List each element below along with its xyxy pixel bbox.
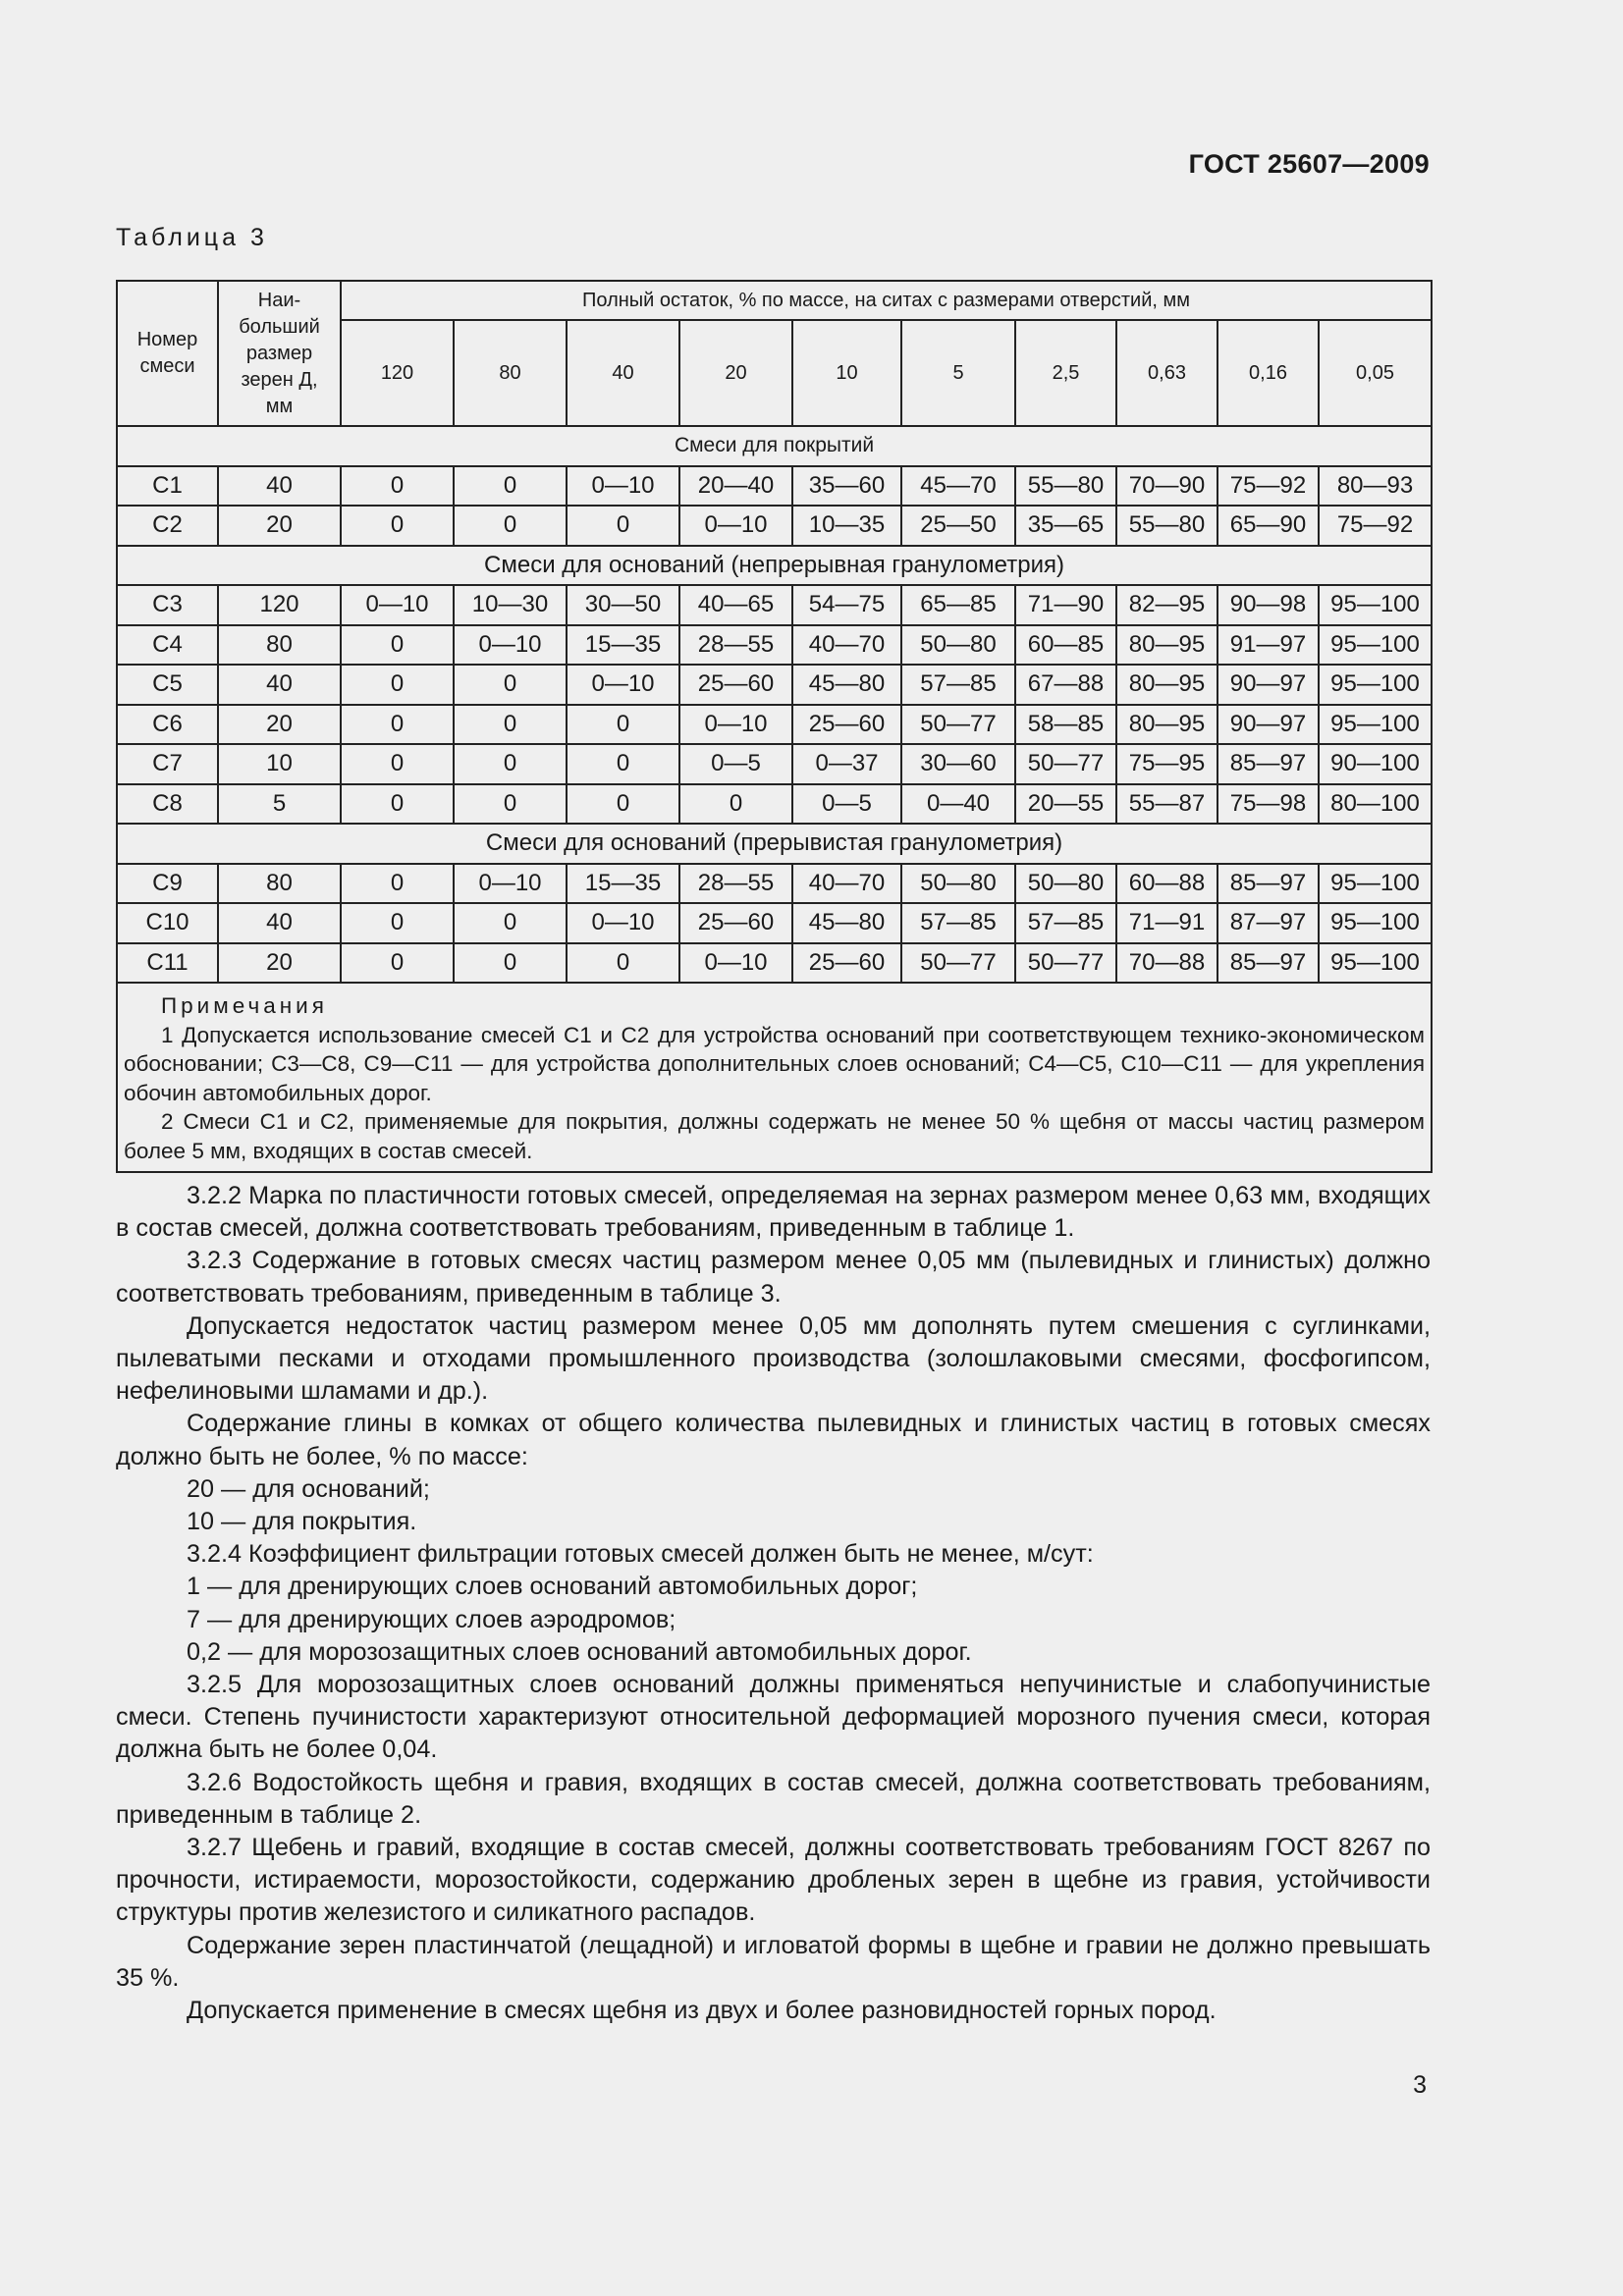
residue-cell: 58—85	[1015, 705, 1116, 745]
table-row	[117, 705, 1432, 745]
residue-cell: 85—97	[1217, 864, 1319, 904]
residue-cell: 90—100	[1319, 744, 1432, 784]
body-paragraph: 0,2 — для морозозащитных слоев оснований автомобильных дорог.	[187, 1637, 972, 1666]
sieve-size-header: 20	[679, 320, 792, 426]
residue-cell: 0	[341, 903, 454, 943]
residue-cell: 85—97	[1217, 744, 1319, 784]
residue-cell: 0—5	[792, 784, 901, 825]
residue-cell: 45—80	[792, 665, 901, 705]
residue-cell: 40—70	[792, 625, 901, 666]
residue-cell: 0—10	[679, 705, 792, 745]
residue-cell: 0—37	[792, 744, 901, 784]
residue-cell: 50—77	[1015, 744, 1116, 784]
sieve-size-header: 80	[454, 320, 567, 426]
body-paragraph: Содержание зерен пластинчатой (лещадной) и игловатой формы в щебне и гравии не должно превышать 35 %.	[116, 1931, 1431, 1992]
max-grain-size-cell: 40	[218, 903, 341, 943]
max-grain-size-cell: 40	[218, 466, 341, 507]
notes-title: Примечания	[161, 993, 328, 1018]
residue-cell: 0	[454, 665, 567, 705]
residue-cell: 50—77	[1015, 943, 1116, 984]
residue-cell: 35—65	[1015, 506, 1116, 546]
residue-cell: 95—100	[1319, 705, 1432, 745]
residue-cell: 95—100	[1319, 665, 1432, 705]
note-item: 2 Смеси С1 и С2, применяемые для покрытия, должны содержать не менее 50 % щебня от массы частиц размером более 5 мм, входящих в состав смесей.	[124, 1109, 1426, 1163]
group-title: Смеси для оснований (прерывистая гранулометрия)	[117, 824, 1432, 864]
residue-cell: 50—77	[901, 705, 1015, 745]
notes-row	[117, 983, 1432, 1172]
group-row	[117, 426, 1432, 466]
residue-cell: 95—100	[1319, 625, 1432, 666]
residue-cell: 0	[341, 943, 454, 984]
group-title: Смеси для оснований (непрерывная гранулометрия)	[117, 546, 1432, 586]
table-row	[117, 466, 1432, 507]
residue-cell: 20—40	[679, 466, 792, 507]
residue-cell: 91—97	[1217, 625, 1319, 666]
sieve-size-header: 0,63	[1116, 320, 1217, 426]
residue-cell: 0	[567, 705, 679, 745]
residue-cell: 0	[454, 705, 567, 745]
note-item: 1 Допускается использование смесей С1 и С2 для устройства оснований при соответствующем технико-экономическом обосновании; С3—С8, С9—С11 — для устройства дополнительных слоев оснований; С4—С5, С10—С11 — для укрепления обочин автомобильных дорог.	[124, 1022, 1426, 1105]
body-paragraph: Допускается применение в смесях щебня из двух и более разновидностей горных пород.	[187, 1997, 1217, 2025]
mix-number-cell: С7	[117, 744, 218, 784]
residue-cell: 10—30	[454, 585, 567, 625]
mix-number-cell: С10	[117, 903, 218, 943]
residue-cell: 0	[341, 744, 454, 784]
residue-cell: 90—97	[1217, 705, 1319, 745]
residue-cell: 25—60	[679, 903, 792, 943]
sieve-size-header: 2,5	[1015, 320, 1116, 426]
max-grain-size-cell: 120	[218, 585, 341, 625]
residue-cell: 80—100	[1319, 784, 1432, 825]
table-row	[117, 665, 1432, 705]
residue-cell: 25—60	[679, 665, 792, 705]
header-mix-number: Номер смеси	[117, 281, 218, 426]
residue-cell: 0—10	[567, 665, 679, 705]
max-grain-size-cell: 10	[218, 744, 341, 784]
table-row	[117, 943, 1432, 984]
residue-cell: 0	[567, 506, 679, 546]
body-text	[116, 1180, 1431, 2027]
residue-cell: 0	[341, 665, 454, 705]
residue-cell: 0—10	[679, 943, 792, 984]
residue-cell: 0	[454, 506, 567, 546]
residue-cell: 65—85	[901, 585, 1015, 625]
residue-cell: 80—95	[1116, 665, 1217, 705]
residue-cell: 40—70	[792, 864, 901, 904]
max-grain-size-cell: 20	[218, 705, 341, 745]
residue-cell: 75—95	[1116, 744, 1217, 784]
max-grain-size-cell: 80	[218, 625, 341, 666]
residue-cell: 40—65	[679, 585, 792, 625]
body-paragraph: 3.2.2 Марка по пластичности готовых смесей, определяемая на зернах размером менее 0,63 мм, входящих в состав смесей, должна соответствовать требованиям, приведенным в таблице 1.	[116, 1182, 1431, 1243]
residue-cell: 0—10	[341, 585, 454, 625]
table-caption: Таблица 3	[116, 224, 268, 251]
residue-cell: 82—95	[1116, 585, 1217, 625]
residue-cell: 0	[567, 943, 679, 984]
mix-number-cell: С2	[117, 506, 218, 546]
body-paragraph: 3.2.5 Для морозозащитных слоев оснований должны применяться непучинистые и слабопучинистые смеси. Степень пучинистости характеризуют относительной деформацией морозного пучения смеси, которая должна быть не более 0,04.	[116, 1671, 1431, 1764]
residue-cell: 0	[341, 864, 454, 904]
sieve-size-header: 0,05	[1319, 320, 1432, 426]
residue-cell: 85—97	[1217, 943, 1319, 984]
residue-cell: 0—10	[454, 625, 567, 666]
residue-cell: 50—80	[1015, 864, 1116, 904]
residue-cell: 45—70	[901, 466, 1015, 507]
mix-number-cell: С8	[117, 784, 218, 825]
sieve-size-header: 40	[567, 320, 679, 426]
residue-cell: 15—35	[567, 625, 679, 666]
body-paragraph: 3.2.6 Водостойкость щебня и гравия, входящих в состав смесей, должна соответствовать требованиям, приведенным в таблице 2.	[116, 1768, 1431, 1829]
residue-cell: 75—98	[1217, 784, 1319, 825]
residue-cell: 87—97	[1217, 903, 1319, 943]
mix-number-cell: С11	[117, 943, 218, 984]
residue-cell: 25—50	[901, 506, 1015, 546]
residue-cell: 0	[341, 625, 454, 666]
residue-cell: 0	[567, 744, 679, 784]
residue-cell: 70—88	[1116, 943, 1217, 984]
residue-cell: 75—92	[1319, 506, 1432, 546]
max-grain-size-cell: 80	[218, 864, 341, 904]
residue-cell: 25—60	[792, 705, 901, 745]
residue-cell: 30—50	[567, 585, 679, 625]
table-row	[117, 784, 1432, 825]
mix-number-cell: С4	[117, 625, 218, 666]
residue-cell: 0	[454, 903, 567, 943]
residue-cell: 57—85	[1015, 903, 1116, 943]
residue-cell: 71—91	[1116, 903, 1217, 943]
table-notes	[117, 983, 1432, 1172]
mix-number-cell: С6	[117, 705, 218, 745]
residue-cell: 0—10	[454, 864, 567, 904]
table-row	[117, 744, 1432, 784]
mix-number-cell: С5	[117, 665, 218, 705]
residue-cell: 50—80	[901, 864, 1015, 904]
residue-cell: 67—88	[1015, 665, 1116, 705]
residue-cell: 57—85	[901, 903, 1015, 943]
table-row	[117, 903, 1432, 943]
sieve-size-header: 10	[792, 320, 901, 426]
residue-cell: 75—92	[1217, 466, 1319, 507]
residue-cell: 0	[454, 784, 567, 825]
residue-cell: 15—35	[567, 864, 679, 904]
mix-number-cell: С3	[117, 585, 218, 625]
residue-cell: 95—100	[1319, 903, 1432, 943]
residue-cell: 55—87	[1116, 784, 1217, 825]
residue-cell: 30—60	[901, 744, 1015, 784]
residue-cell: 28—55	[679, 864, 792, 904]
residue-cell: 0	[454, 744, 567, 784]
max-grain-size-cell: 40	[218, 665, 341, 705]
residue-cell: 0	[341, 784, 454, 825]
residue-cell: 0	[341, 506, 454, 546]
residue-cell: 80—95	[1116, 705, 1217, 745]
table-row	[117, 625, 1432, 666]
body-paragraph: 3.2.3 Содержание в готовых смесях частиц размером менее 0,05 мм (пылевидных и глинистых) должно соответствовать требованиям, приведенным в таблице 3.	[116, 1247, 1431, 1308]
residue-cell: 95—100	[1319, 585, 1432, 625]
body-paragraph: 20 — для оснований;	[187, 1474, 430, 1503]
body-paragraph: 1 — для дренирующих слоев оснований автомобильных дорог;	[187, 1573, 918, 1601]
residue-cell: 95—100	[1319, 943, 1432, 984]
residue-cell: 0—5	[679, 744, 792, 784]
body-paragraph: 3.2.4 Коэффициент фильтрации готовых смесей должен быть не менее, м/сут:	[187, 1540, 1094, 1569]
residue-cell: 90—98	[1217, 585, 1319, 625]
page-number: 3	[1413, 2071, 1427, 2099]
residue-cell: 71—90	[1015, 585, 1116, 625]
sieve-size-header: 5	[901, 320, 1015, 426]
sieve-size-header: 120	[341, 320, 454, 426]
header-residue-group: Полный остаток, % по массе, на ситах с размерами отверстий, мм	[341, 281, 1432, 320]
header-max-grain-size: Наи- больший размер зерен Д, мм	[218, 281, 341, 426]
residue-cell: 0—10	[567, 466, 679, 507]
residue-cell: 55—80	[1015, 466, 1116, 507]
residue-cell: 0	[567, 784, 679, 825]
residue-cell: 60—85	[1015, 625, 1116, 666]
mix-number-cell: С1	[117, 466, 218, 507]
residue-cell: 80—93	[1319, 466, 1432, 507]
grading-table	[116, 280, 1433, 1173]
residue-cell: 54—75	[792, 585, 901, 625]
body-paragraph: 3.2.7 Щебень и гравий, входящие в состав смесей, должны соответствовать требованиям ГОСТ 8267 по прочности, истираемости, морозостойкости, содержанию дробленых зерен в щебне из гравия, устойчивости структуры против железистого и силикатного распадов.	[116, 1834, 1431, 1927]
group-row	[117, 824, 1432, 864]
residue-cell: 0	[679, 784, 792, 825]
residue-cell: 50—80	[901, 625, 1015, 666]
body-paragraph: Содержание глины в комках от общего количества пылевидных и глинистых частиц в готовых смесях должно быть не более, % по массе:	[116, 1410, 1431, 1470]
residue-cell: 57—85	[901, 665, 1015, 705]
residue-cell: 45—80	[792, 903, 901, 943]
table-row	[117, 864, 1432, 904]
max-grain-size-cell: 5	[218, 784, 341, 825]
residue-cell: 25—60	[792, 943, 901, 984]
residue-cell: 0	[454, 466, 567, 507]
residue-cell: 60—88	[1116, 864, 1217, 904]
max-grain-size-cell: 20	[218, 943, 341, 984]
residue-cell: 10—35	[792, 506, 901, 546]
document-code: ГОСТ 25607—2009	[1188, 149, 1430, 179]
residue-cell: 70—90	[1116, 466, 1217, 507]
table-row	[117, 506, 1432, 546]
residue-cell: 95—100	[1319, 864, 1432, 904]
group-title: Смеси для покрытий	[117, 426, 1432, 466]
body-paragraph: Допускается недостаток частиц размером менее 0,05 мм дополнять путем смешения с суглинками, пылеватыми песками и отходами промышленного производства (золошлаковыми смесями, фосфогипсом, нефелиновыми шламами и др.).	[116, 1311, 1431, 1406]
max-grain-size-cell: 20	[218, 506, 341, 546]
residue-cell: 80—95	[1116, 625, 1217, 666]
sieve-size-header: 0,16	[1217, 320, 1319, 426]
residue-cell: 20—55	[1015, 784, 1116, 825]
residue-cell: 0—40	[901, 784, 1015, 825]
residue-cell: 0	[454, 943, 567, 984]
residue-cell: 0—10	[567, 903, 679, 943]
residue-cell: 50—77	[901, 943, 1015, 984]
table-row	[117, 585, 1432, 625]
residue-cell: 35—60	[792, 466, 901, 507]
residue-cell: 90—97	[1217, 665, 1319, 705]
body-paragraph: 7 — для дренирующих слоев аэродромов;	[187, 1605, 676, 1633]
body-paragraph: 10 — для покрытия.	[187, 1508, 417, 1536]
residue-cell: 28—55	[679, 625, 792, 666]
residue-cell: 0	[341, 466, 454, 507]
residue-cell: 55—80	[1116, 506, 1217, 546]
residue-cell: 0	[341, 705, 454, 745]
residue-cell: 65—90	[1217, 506, 1319, 546]
mix-number-cell: С9	[117, 864, 218, 904]
residue-cell: 0—10	[679, 506, 792, 546]
group-row	[117, 546, 1432, 586]
